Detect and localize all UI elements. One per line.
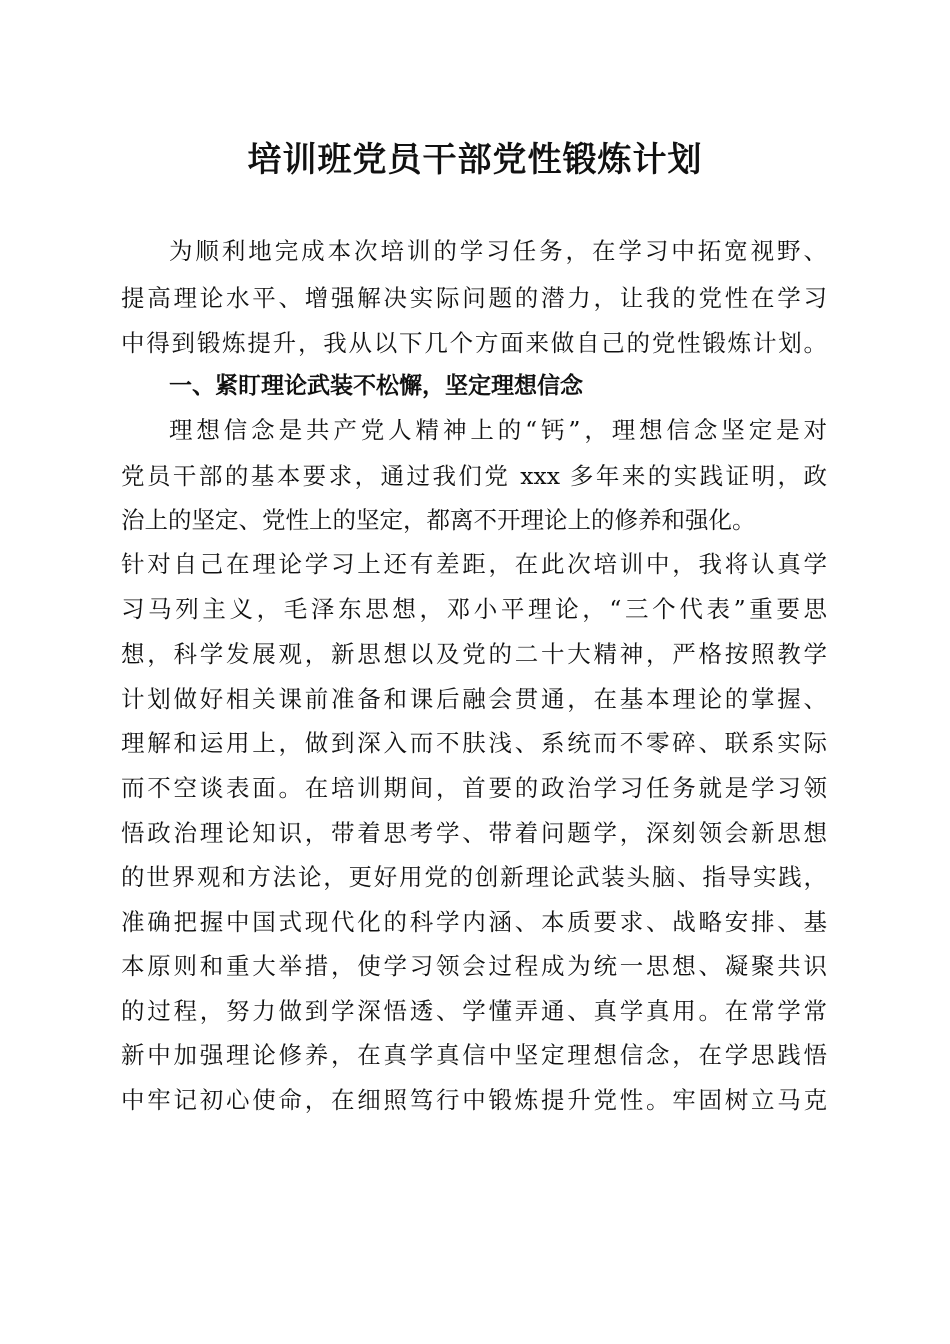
- body-line: 想，科学发展观，新思想以及党的二十大精神，严格按照教学: [121, 640, 827, 668]
- body-line: 本原则和重大举措，使学习领会过程成为统一思想、凝聚共识: [121, 952, 827, 980]
- body-line: 悟政治理论知识，带着思考学、带着问题学，深刻领会新思想: [121, 819, 827, 847]
- body-line: 理解和运用上，做到深入而不肤浅、系统而不零碎、联系实际: [121, 729, 827, 757]
- body-line: 治上的坚定、党性上的坚定，都离不开理论上的修养和强化。: [121, 506, 756, 534]
- document-title: 培训班党员干部党性锻炼计划: [247, 140, 703, 180]
- body-line: 新中加强理论修养，在真学真信中坚定理想信念，在学思践悟: [121, 1041, 827, 1069]
- intro-line: 为顺利地完成本次培训的学习任务，在学习中拓宽视野、: [169, 237, 827, 265]
- body-line: 理想信念是共产党人精神上的“钙”，理想信念坚定是对: [169, 416, 827, 444]
- intro-line: 提高理论水平、增强解决实际问题的潜力，让我的党性在学习: [121, 284, 827, 312]
- body-line: 的世界观和方法论，更好用党的创新理论武装头脑、指导实践，: [121, 863, 827, 891]
- body-line: 计划做好相关课前准备和课后融会贯通，在基本理论的掌握、: [121, 685, 827, 713]
- body-line: 而不空谈表面。在培训期间，首要的政治学习任务就是学习领: [121, 774, 827, 802]
- body-line: 准确把握中国式现代化的科学内涵、本质要求、战略安排、基: [121, 908, 827, 936]
- intro-line: 中得到锻炼提升，我从以下几个方面来做自己的党性锻炼计划。: [121, 329, 827, 357]
- body-line: 习马列主义，毛泽东思想，邓小平理论，“三个代表”重要思: [121, 595, 827, 623]
- body-line: 党员干部的基本要求，通过我们党 xxx 多年来的实践证明，政: [121, 462, 827, 490]
- body-line: 针对自己在理论学习上还有差距，在此次培训中，我将认真学: [121, 550, 827, 578]
- body-line: 中牢记初心使命，在细照笃行中锻炼提升党性。牢固树立马克: [121, 1086, 827, 1114]
- section-heading: 一、紧盯理论武装不松懈，坚定理想信念: [169, 373, 583, 399]
- body-line: 的过程，努力做到学深悟透、学懂弄通、真学真用。在常学常: [121, 997, 827, 1025]
